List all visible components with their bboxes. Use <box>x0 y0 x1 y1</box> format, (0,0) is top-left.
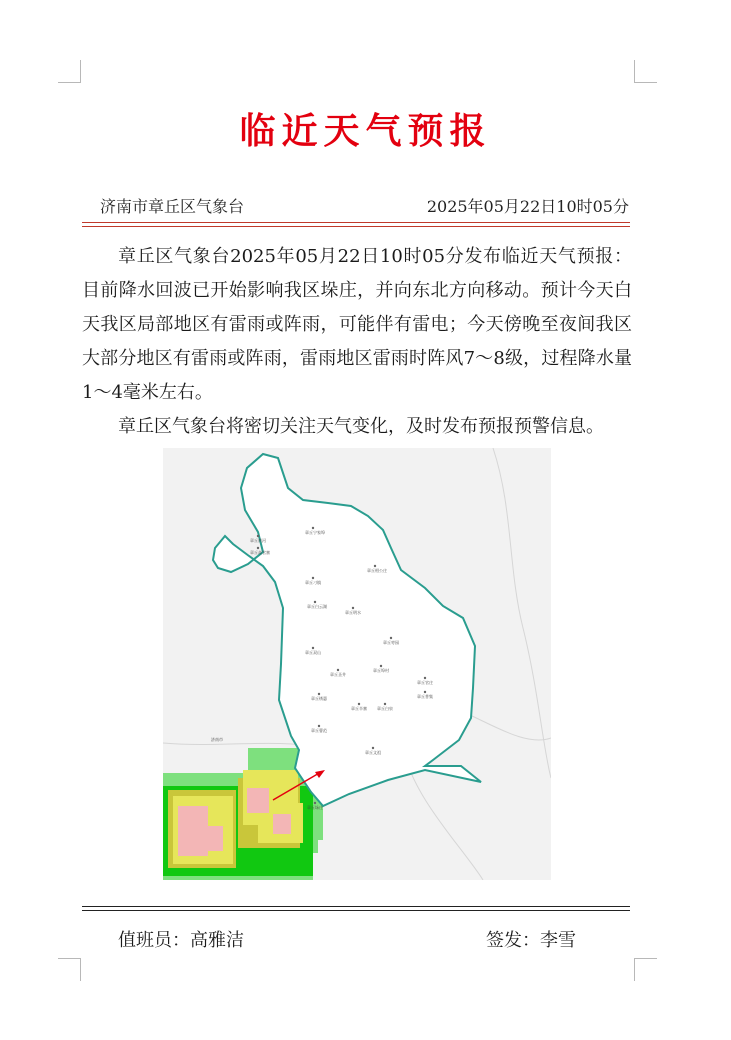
crop-mark-bottom-right <box>634 958 657 981</box>
map-region-label: 济南市 <box>211 737 223 742</box>
station-dot <box>424 691 426 693</box>
crop-mark-top-right <box>634 60 657 83</box>
document-title: 临近天气预报 <box>239 110 492 152</box>
station-label: 章丘双山 <box>305 650 321 655</box>
station-label: 章丘曹范 <box>311 728 327 733</box>
station-label: 章丘黄河 <box>250 538 266 543</box>
station-dot <box>390 637 392 639</box>
station-dot <box>384 703 386 705</box>
station-label: 章丘埠村 <box>373 668 389 673</box>
footer-rule-bottom <box>82 910 630 911</box>
station-dot <box>358 703 360 705</box>
station-dot <box>257 547 259 549</box>
header-rule-bottom <box>82 226 630 227</box>
station-label: 章丘垛庄 <box>307 805 323 810</box>
station-label: 章丘辛寨 <box>351 706 367 711</box>
station-label: 章丘相公庄 <box>367 568 387 573</box>
station-label: 章丘宁家埠 <box>305 530 325 535</box>
station-label: 章丘白泉 <box>377 706 393 711</box>
station-dot <box>424 677 426 679</box>
station-dot <box>318 693 320 695</box>
station-dot <box>312 577 314 579</box>
paragraph-forecast: 章丘区气象台2025年05月22日10时05分发布临近天气预报：目前降水回波已开始影响我区垛庄，并向东北方向移动。预计今天白天我区局部地区有雷雨或阵雨，可能伴有雷电；今天傍晚至夜间我区大部分地区有雷雨或阵雨，雷雨地区雷雨时阵风7～8级，过程降水量1～4毫米左右。 <box>82 246 632 403</box>
station-label: 章丘普集 <box>417 694 433 699</box>
station-dot <box>337 669 339 671</box>
duty-officer: 值班员：高雅洁 <box>118 930 244 951</box>
footer-rule-top <box>82 906 630 907</box>
signed-by: 签发：李雪 <box>486 930 576 951</box>
station-label: 章丘文祖 <box>365 750 381 755</box>
station-label: 章丘白云湖 <box>307 604 327 609</box>
station-dot <box>257 535 259 537</box>
station-label: 章丘枣园 <box>383 640 399 645</box>
station-label: 章丘官庄 <box>417 680 433 685</box>
station-dot <box>374 565 376 567</box>
station-dot <box>318 725 320 727</box>
station-dot <box>312 527 314 529</box>
crop-mark-bottom-left <box>58 958 81 981</box>
station-label: 章丘绣惠 <box>311 696 327 701</box>
station-dot <box>352 607 354 609</box>
station-label: 章丘高官寨 <box>250 550 270 555</box>
station-dot <box>312 647 314 649</box>
crop-mark-top-left <box>58 60 81 83</box>
radar-map <box>163 448 551 880</box>
issue-time: 2025年05月22日10时05分 <box>426 197 629 216</box>
station-label: 章丘明水 <box>345 610 361 615</box>
station-label: 章丘圣井 <box>330 672 346 677</box>
body-text <box>82 240 632 444</box>
issuer: 济南市章丘区气象台 <box>100 197 245 216</box>
station-label: 章丘刁镇 <box>305 580 321 585</box>
station-dot <box>372 747 374 749</box>
station-dot <box>314 601 316 603</box>
paragraph-notice: 章丘区气象台将密切关注天气变化，及时发布预报预警信息。 <box>118 416 604 437</box>
station-dot <box>380 665 382 667</box>
radar-map-svg <box>163 448 551 880</box>
station-dot <box>314 802 316 804</box>
header-rule-top <box>82 222 630 223</box>
